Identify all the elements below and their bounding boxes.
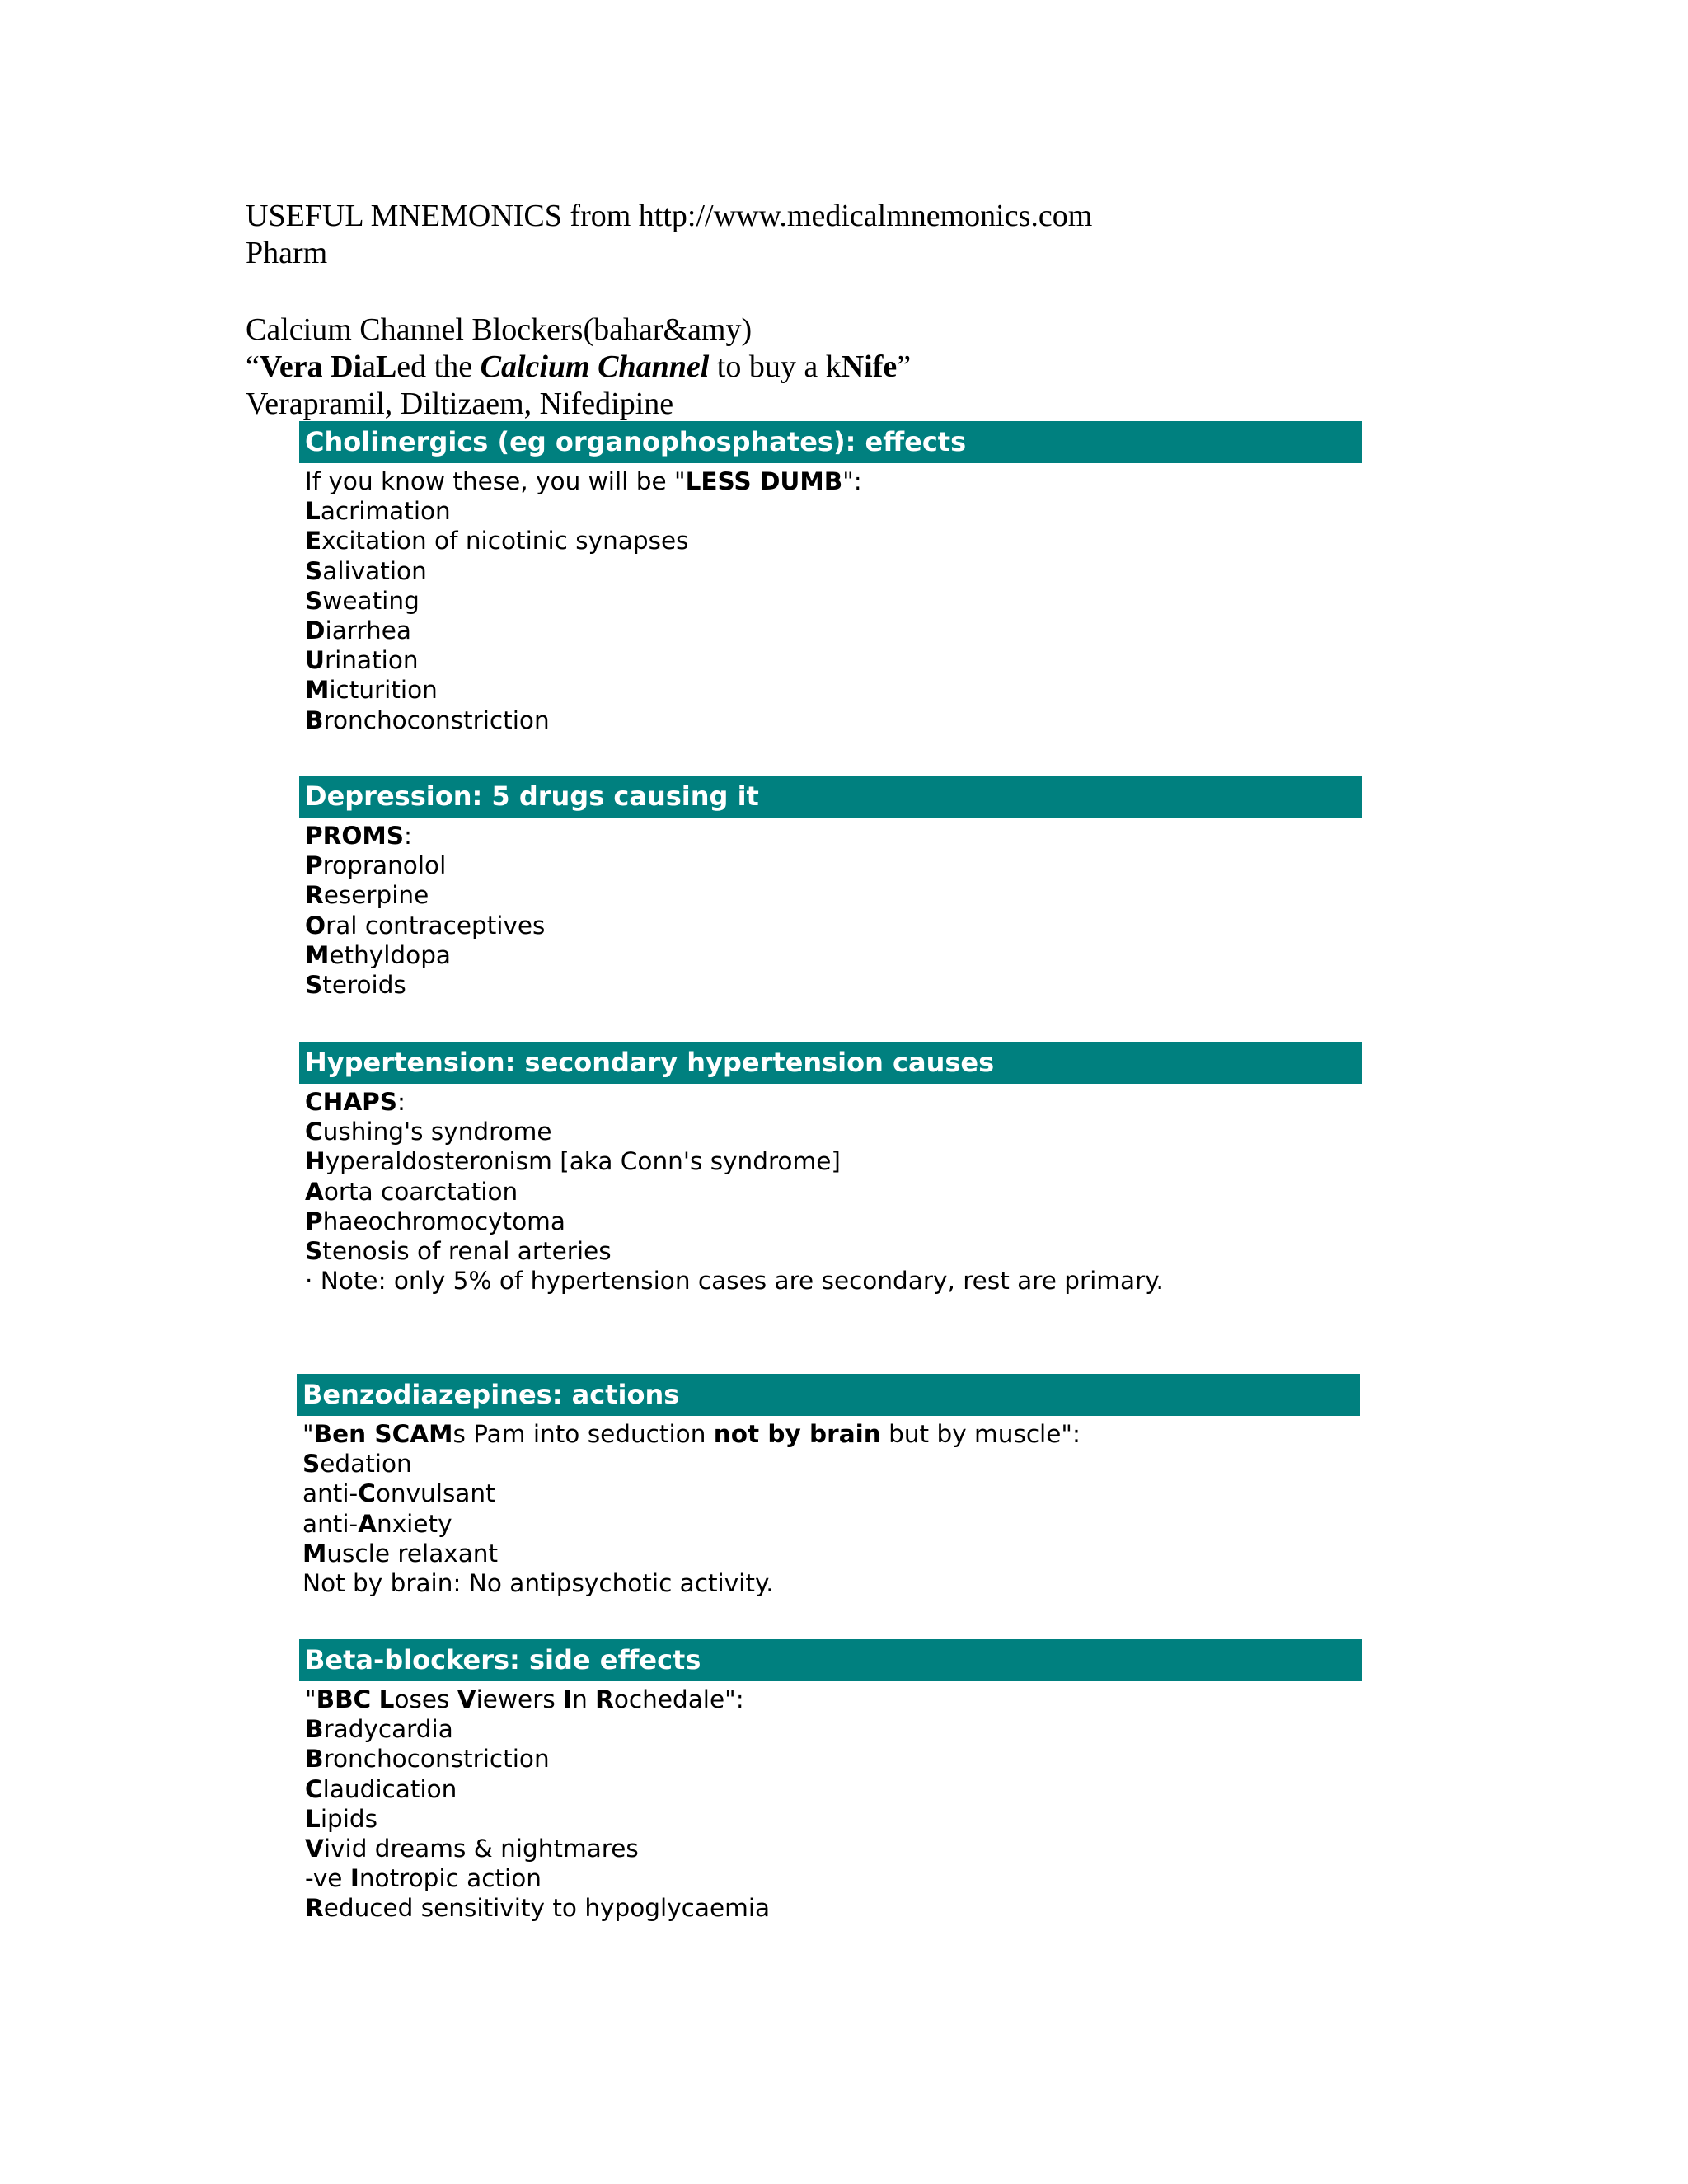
- text-run: L: [375, 349, 397, 384]
- mnemonic-key: BBC: [316, 1685, 372, 1713]
- list-item: [305, 616, 1362, 645]
- prefix: anti-: [302, 1479, 359, 1508]
- letter: P: [305, 1207, 323, 1235]
- letter: A: [358, 1509, 377, 1538]
- letter: L: [305, 497, 321, 526]
- letter: S: [302, 1450, 321, 1479]
- list-item: [305, 880, 1362, 910]
- text-run: iewers: [476, 1685, 564, 1713]
- letter: C: [305, 1774, 323, 1803]
- text-run: ": [305, 1685, 316, 1713]
- list-item: [305, 1146, 1362, 1176]
- text-run: ": [302, 1420, 314, 1448]
- rest: xcitation of nicotinic synapses: [321, 527, 689, 555]
- letter: S: [305, 971, 323, 1000]
- list-item: [305, 1177, 1362, 1207]
- rest: edation: [320, 1450, 412, 1479]
- section-title: Hypertension: secondary hypertension causes: [299, 1042, 1362, 1084]
- document-subtitle: Pharm: [246, 236, 328, 270]
- letter: A: [305, 1177, 324, 1206]
- text-run: a: [362, 349, 376, 384]
- text-run: Di: [331, 349, 363, 384]
- section-note: Not by brain: No antipsychotic activity.: [302, 1569, 774, 1598]
- mnemonic-intro: [305, 466, 1362, 496]
- prefix: anti-: [302, 1509, 359, 1538]
- rest: alivation: [322, 556, 427, 585]
- letter: C: [305, 1118, 323, 1146]
- rest: icturition: [329, 676, 438, 705]
- list-item: [302, 1509, 1360, 1539]
- ccb-block: [246, 312, 911, 423]
- section-note: · Note: only 5% of hypertension cases are secondary, rest are primary.: [305, 1267, 1164, 1296]
- list-item: [305, 1804, 1362, 1834]
- list-item: [305, 1893, 1362, 1923]
- text-run: “: [246, 349, 260, 384]
- section-body: [299, 1087, 1362, 1296]
- list-item: [305, 496, 1362, 526]
- list-item: [305, 675, 1362, 705]
- text-run: ":: [842, 467, 862, 495]
- letter: S: [305, 1237, 323, 1266]
- list-item: [302, 1449, 1360, 1479]
- letter: R: [305, 1894, 324, 1923]
- text-run: If you know these, you will be ": [305, 467, 686, 495]
- rest: nxiety: [377, 1509, 452, 1538]
- mnemonic-key: PROMS: [305, 822, 405, 850]
- letter: D: [305, 616, 326, 645]
- ccb-drugs: Verapramil, Diltizaem, Nifedipine: [246, 387, 674, 421]
- section-title: Beta-blockers: side effects: [299, 1639, 1362, 1681]
- text-run: but by muscle":: [880, 1420, 1081, 1448]
- mnemonic-intro: [305, 1087, 1362, 1117]
- rest: ronchoconstriction: [323, 705, 550, 734]
- text-run: Vera: [259, 349, 323, 384]
- list-item: [305, 1774, 1362, 1804]
- list-item: [305, 645, 1362, 675]
- list-item: [305, 970, 1362, 1000]
- letter: H: [305, 1147, 326, 1176]
- mnemonic-intro: [305, 1685, 1362, 1714]
- rest: rination: [324, 646, 419, 675]
- letter: B: [305, 705, 324, 734]
- rest: eserpine: [323, 881, 429, 910]
- ccb-heading: Calcium Channel Blockers(bahar&amy): [246, 312, 753, 347]
- list-item: [305, 1863, 1362, 1893]
- letter: C: [358, 1479, 376, 1508]
- rest: tenosis of renal arteries: [322, 1237, 612, 1266]
- letter: S: [305, 556, 323, 585]
- prefix: -ve: [305, 1864, 350, 1893]
- mnemonic-key: V: [457, 1685, 476, 1713]
- section-body: [299, 821, 1362, 1000]
- list-item: [302, 1479, 1360, 1508]
- text-run: [371, 1685, 378, 1713]
- letter: P: [305, 851, 323, 880]
- rest: uscle relaxant: [326, 1539, 499, 1568]
- text-run: n: [572, 1685, 596, 1713]
- list-item: [305, 526, 1362, 555]
- mnemonic-key: R: [595, 1685, 614, 1713]
- list-item: [305, 1714, 1362, 1744]
- rest: weating: [322, 586, 420, 615]
- letter: B: [305, 1745, 324, 1774]
- letter: M: [302, 1539, 327, 1568]
- section-title: Cholinergics (eg organophosphates): effects: [299, 421, 1362, 463]
- rest: yperaldosteronism [aka Conn's syndrome]: [325, 1147, 841, 1176]
- mnemonic-intro: [302, 1419, 1360, 1449]
- text-run: :: [404, 822, 412, 850]
- letter: E: [305, 527, 322, 555]
- list-item: [305, 1744, 1362, 1774]
- section-benzodiazepines: [297, 1374, 1360, 1598]
- rest: radycardia: [323, 1715, 453, 1744]
- mnemonic-key: L: [378, 1685, 395, 1713]
- rest: haeochromocytoma: [322, 1207, 565, 1235]
- list-item: [305, 705, 1362, 735]
- letter: L: [305, 1804, 321, 1833]
- letter: I: [349, 1864, 359, 1893]
- rest: ivid dreams & nightmares: [323, 1835, 639, 1863]
- mnemonic-intro: [305, 821, 1362, 851]
- rest: onvulsant: [375, 1479, 495, 1508]
- letter: O: [305, 911, 326, 940]
- text-run: s Pam into seduction: [452, 1420, 714, 1448]
- ccb-mnemonic: [246, 349, 911, 386]
- letter: V: [305, 1835, 324, 1863]
- letter: R: [305, 881, 324, 910]
- section-hypertension: [299, 1042, 1362, 1296]
- section-body: [297, 1419, 1360, 1598]
- list-item: [305, 556, 1362, 586]
- letter: S: [305, 586, 323, 615]
- mnemonic-key: LESS DUMB: [685, 467, 843, 495]
- list-item: [305, 1834, 1362, 1863]
- text-run: Nife: [841, 349, 898, 384]
- mnemonic-key: CHAPS: [305, 1088, 398, 1116]
- rest: acrimation: [320, 497, 451, 526]
- text-run: oses: [394, 1685, 457, 1713]
- document-title: USEFUL MNEMONICS from http://www.medicalmnemonics.com: [246, 199, 1093, 233]
- rest: ipids: [320, 1804, 378, 1833]
- rest: ral contraceptives: [326, 911, 546, 940]
- rest: orta coarctation: [323, 1177, 518, 1206]
- section-cholinergics: [299, 421, 1362, 735]
- list-item: [305, 851, 1362, 880]
- document-header: [246, 198, 1092, 272]
- text-run: :: [397, 1088, 406, 1116]
- rest: teroids: [322, 971, 406, 1000]
- list-item: [305, 1117, 1362, 1146]
- rest: iarrhea: [325, 616, 411, 645]
- list-item: [305, 911, 1362, 940]
- letter: M: [305, 676, 330, 705]
- rest: educed sensitivity to hypoglycaemia: [323, 1894, 771, 1923]
- text-run: [323, 349, 331, 384]
- letter: U: [305, 646, 325, 675]
- rest: notropic action: [359, 1864, 542, 1893]
- rest: ropranolol: [322, 851, 447, 880]
- rest: ushing's syndrome: [322, 1118, 552, 1146]
- list-item: [305, 586, 1362, 616]
- mnemonic-key: not by brain: [713, 1420, 881, 1448]
- section-title: Depression: 5 drugs causing it: [299, 776, 1362, 818]
- text-run: ochedale":: [613, 1685, 744, 1713]
- section-body: [299, 1685, 1362, 1924]
- section-depression: [299, 776, 1362, 1000]
- section-title: Benzodiazepines: actions: [297, 1374, 1360, 1416]
- text-run: to buy a k: [709, 349, 842, 384]
- list-item: [305, 1236, 1362, 1266]
- rest: ronchoconstriction: [323, 1745, 550, 1774]
- list-item: [302, 1539, 1360, 1568]
- text-run: ed the: [396, 349, 481, 384]
- list-item: [305, 940, 1362, 970]
- rest: ethyldopa: [329, 940, 452, 969]
- mnemonic-key: Ben SCAM: [313, 1420, 453, 1448]
- section-beta-blockers: [299, 1639, 1362, 1924]
- letter: M: [305, 940, 330, 969]
- letter: B: [305, 1715, 324, 1744]
- text-run: Calcium Channel: [480, 349, 710, 384]
- mnemonic-key: I: [563, 1685, 573, 1713]
- rest: laudication: [322, 1774, 457, 1803]
- section-body: [299, 466, 1362, 735]
- text-run: ”: [897, 349, 912, 384]
- list-item: [305, 1207, 1362, 1236]
